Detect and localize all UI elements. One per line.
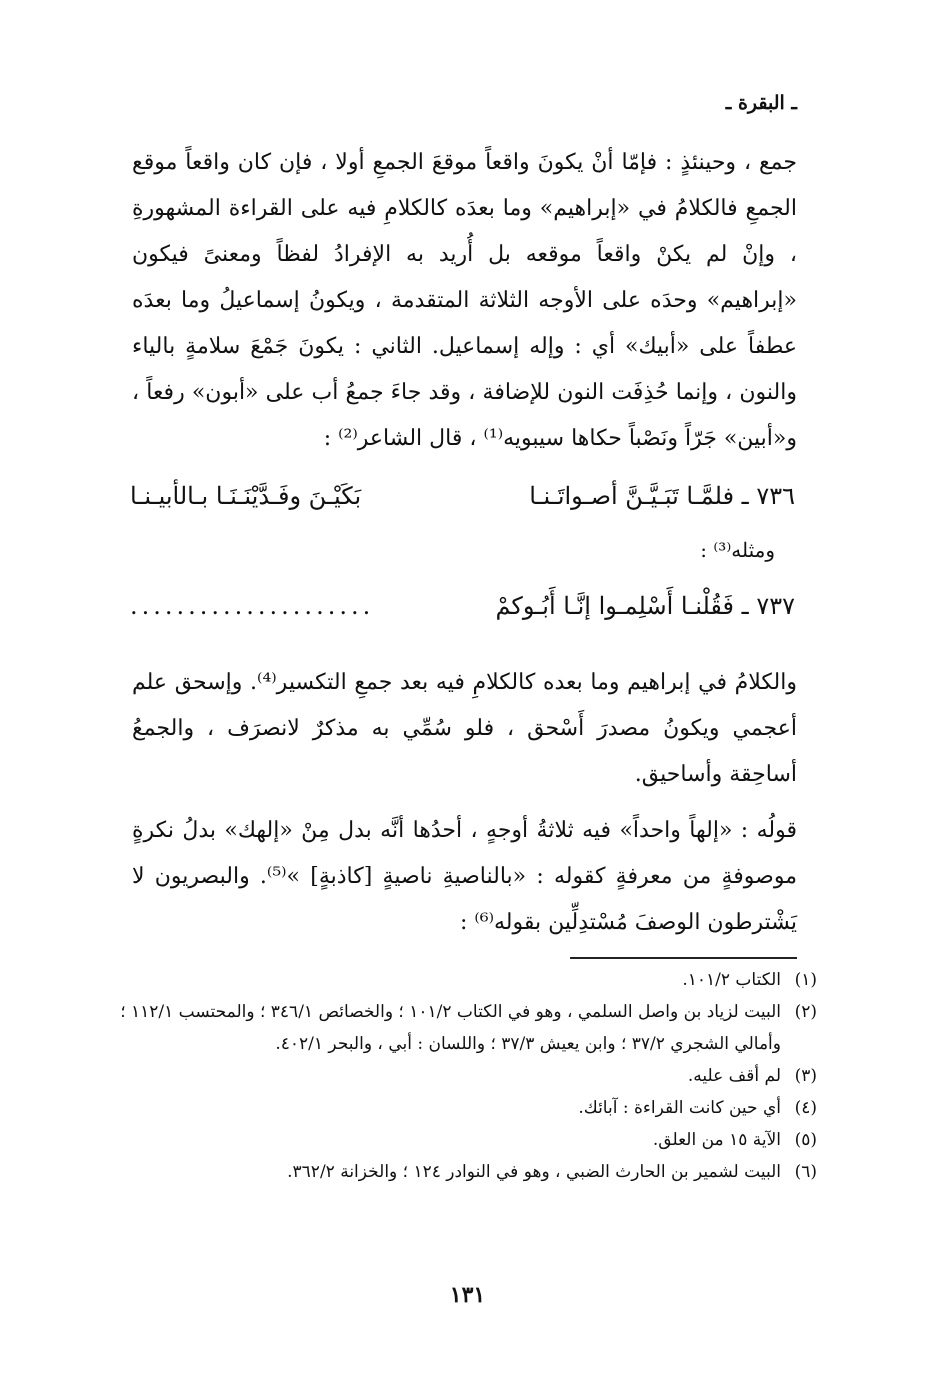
footnotes <box>117 964 817 1188</box>
footnote-text: البيت لشمير بن الحارث الضبي ، وهو في النوادر ١٢٤ ؛ والخزانة ٣٦٢/٢. <box>287 1162 781 1182</box>
paragraph-1: جمع ، وحينئذٍ : فإمّا أنْ يكونَ واقعاً موقعَ الجمعِ أولا ، فإن كان واقعاً موقع الجمعِ فالكلامُ في «إبراهيم» وما بعدَه كالكلامِ فيه على القراءة المشهورةِ ، وإنْ لم يكنْ واقعاً موقعه بل أُريد به الإفرادُ لفظاً ومعنىً فيكون «إبراهيم» وحدَه على الأوجه الثلاثة المتقدمة ، ويكونُ إسماعيلُ وما بعدَه عطفاً على «أبيك» أي : وإله إسماعيل. الثاني : يكونَ جَمْعَ سلامةٍ بالياء والنون ، وإنما حُذِفَت النون للإضافة ، وقد جاءَ جمعُ أب على «أبون» رفعاً ، و«أبين» جَرّاً ونَصْباً حكاها سيبويه⁽¹⁾ ، قال الشاعر⁽²⁾ : <box>132 150 797 451</box>
footnote-separator <box>570 957 797 959</box>
footnote <box>117 1060 817 1092</box>
page-number: ١٣١ <box>449 1282 486 1308</box>
footnote-number: (٥) <box>794 1130 817 1150</box>
footnote <box>117 996 817 1060</box>
footnote-text: أي حين كانت القراءة : آبائك. <box>578 1098 781 1118</box>
footnote-number: (٦) <box>794 1162 817 1182</box>
footnote <box>117 1156 817 1188</box>
paragraph-4: قولُه : «إلهاً واحداً» فيه ثلاثةُ أوجهٍ ، أحدُها أنَّه بدل مِنْ «إلهك» بدلُ نكرةٍ موصوفةٍ من معرفةٍ كقوله : «بالناصيةِ ناصيةٍ [كاذبةٍ] »⁽⁵⁾. والبصريون لا يَشْترطون الوصفَ مُسْتدِلِّين بقوله⁽⁶⁾ : <box>132 818 797 935</box>
footnote-text: الآية ١٥ من العلق. <box>652 1130 781 1150</box>
footnote-number: (٢) <box>794 1002 817 1022</box>
verse-736-second-hemistich: بَكَيْـنَ وفَـدَّيْنَـنَـا بـالأبيـنـا <box>130 482 362 510</box>
footnote-text: الكتاب ١٠١/٢. <box>682 970 781 990</box>
footnote-number: (١) <box>794 970 817 990</box>
paragraph-3: والكلامُ في إبراهيم وما بعده كالكلامِ فيه بعد جمعِ التكسير⁽⁴⁾. وإسحق علم أعجمي ويكونُ مصدرَ أَسْحق ، فلو سُمِّي به مذكرٌ لانصرَف ، والجمعُ أساحِقة وأساحيق. <box>132 670 797 787</box>
footnote-text: لم أقف عليه. <box>687 1066 781 1086</box>
footnote-text: البيت لزياد بن واصل السلمي ، وهو في الكتاب ١٠١/٢ ؛ والخصائص ٣٤٦/١ ؛ والمحتسب ١١٢/١ ؛ وأمالي الشجري ٣٧/٢ ؛ وابن يعيش ٣٧/٣ ؛ واللسان : أبي ، والبحر ٤٠٢/١. <box>120 1002 781 1054</box>
footnote <box>117 964 817 996</box>
footnote-number: (٣) <box>794 1066 817 1086</box>
footnote <box>117 1124 817 1156</box>
mithluh-label: ومثله⁽³⁾ : <box>700 538 775 562</box>
footnote <box>117 1092 817 1124</box>
verse-736-first-hemistich: ٧٣٦ ـ فلمَّـا تَبَـيَّـنَّ أصـواتَـنـا <box>529 482 795 510</box>
footnote-number: (٤) <box>794 1098 817 1118</box>
verse-737-ellipsis: ..................... <box>130 592 375 620</box>
verse-737-first-hemistich: ٧٣٧ ـ فَقُلْنـا أَسْلِمـوا إنَّـا أَبُـوكمْ <box>495 592 795 620</box>
running-header: ـ البقرة ـ <box>725 92 797 114</box>
